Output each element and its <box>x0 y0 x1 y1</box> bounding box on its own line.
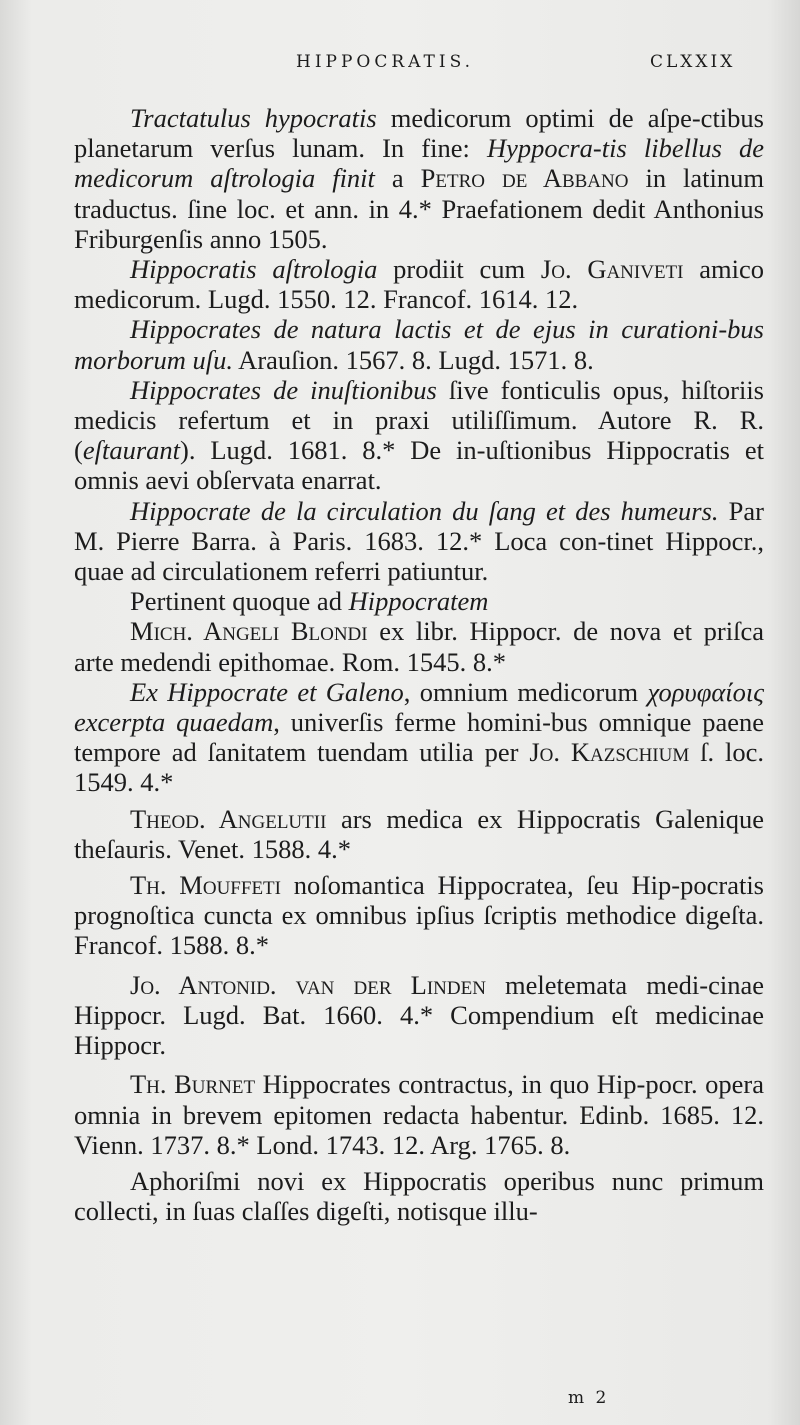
entry-text: Par M. Pierre Barra. à Paris. 1683. 12.* Loca con-tinet Hippocr., quae ad circulationem referri patiuntur. <box>74 495 765 587</box>
entry-text: noſomantica Hippocratea, ſeu Hip-pocratis prognoſtica cuncta ex omnibus ipſius ſcriptis methodice digeſta. Francof. 1588. 8.* <box>74 870 764 961</box>
entry-text: ars medica ex Hippocratis Galenique theſauris. Venet. 1588. 4.* <box>74 803 764 864</box>
entry-title: Hippocratem <box>348 586 489 617</box>
entry-text: medicorum optimi de aſpe-ctibus planetarum verſus lunam. In fine: <box>74 103 764 164</box>
entry-title: Ex Hippocrate et Galeno <box>130 676 404 707</box>
author-name: Theod. Angelutii <box>130 803 327 834</box>
entry-text: , omnium medicorum <box>403 676 648 707</box>
entry-mouffeti <box>74 870 764 961</box>
entry-pertinent <box>74 586 764 616</box>
body-text <box>74 103 764 1226</box>
entry-text: , univerſis ferme homini-bus omnique paene tempore ad ſanitatem tuendam utilia per <box>74 707 764 768</box>
entry-text: ). Lugd. 1681. 8.* De in-uſtionibus Hippocratis et omnis aevi obſervata enarrat. <box>74 435 764 496</box>
entry-linden <box>74 970 764 1061</box>
entry-angelutii <box>74 804 764 864</box>
entry-text: Hippocrates contractus, in quo Hip-pocr. opera omnia in brevem epitomen redacta habentur. Edinb. 1685. 12. Vienn. 1737. 8.* Lond. 1743. 12. Arg. 1765. 8. <box>74 1069 764 1160</box>
entry-title: Hippocrates de inuſtionibus <box>130 374 437 405</box>
entry-text: Arauſion. 1567. 8. Lugd. 1571. 8. <box>233 344 594 375</box>
running-title: HIPPOCRATIS. <box>296 52 475 72</box>
author-name: Mich. Angeli Blondi <box>130 616 368 647</box>
author-name: Petro de Abbano <box>420 163 629 194</box>
entry-title: Hippocratis aſtrologia <box>130 254 378 285</box>
entry-burnet <box>74 1069 764 1160</box>
entry-title: Hippocrate de la circulation du ſang et des humeurs. <box>130 495 719 526</box>
entry-text: in latinum traductus. ſine loc. et ann. in 4.* Praefationem dedit Anthonius Friburgenſis anno 1505. <box>74 163 765 254</box>
entry-inustionibus <box>74 375 764 496</box>
entry-natura-lactis <box>74 314 764 374</box>
entry-astrologia <box>74 254 764 314</box>
entry-title: Hippocrates de natura lactis et de ejus in curationi-bus morborum uſu. <box>74 314 764 375</box>
entry-text: ſ. loc. 1549. 4.* <box>74 737 764 798</box>
entry-text: Aphoriſmi novi ex Hippocratis operibus nunc primum collecti, in ſuas claſſes digeſti, notisque illu- <box>74 1165 764 1227</box>
author-name: Jo. Ganiveti <box>540 254 684 285</box>
author-name: Th. Mouffeti <box>130 870 281 901</box>
signature-mark: m 2 <box>568 1388 610 1408</box>
entry-text: ſive fonticulis opus, hiſtoriis medicis refertum et in praxi utiliſſimum. Autore R. R. ( <box>74 374 764 466</box>
author-name: Jo. Antonid. van der Linden <box>130 969 486 1000</box>
entry-text: ex libr. Hippocr. de nova et priſca arte medendi epithomae. Rom. 1545. 8.* <box>74 616 764 677</box>
entry-tractatulus <box>74 103 764 254</box>
entry-text: Pertinent quoque ad <box>130 586 349 617</box>
entry-title: Tractatulus hypocratis <box>130 103 377 133</box>
entry-text: prodiit cum <box>377 254 541 285</box>
entry-aphorismi <box>74 1166 764 1226</box>
entry-text: meletemata medi-cinae Hippocr. Lugd. Bat. 1660. 4.* Compendium eſt medicinae Hippocr. <box>74 969 764 1061</box>
entry-text: amico medicorum. Lugd. 1550. 12. Francof. 1614. 12. <box>74 254 764 315</box>
entry-galeno <box>74 677 764 798</box>
entry-blondi <box>74 616 764 676</box>
page-number: CLXXIX <box>650 52 736 72</box>
entry-circulation <box>74 496 764 587</box>
entry-text: a <box>374 163 421 194</box>
page-header <box>0 52 800 82</box>
entry-gloss: eſtaurant <box>82 435 180 466</box>
entry-title-greek: χορυφαίοις excerpta quaedam <box>74 676 764 738</box>
author-name: Th. Burnet <box>130 1069 256 1100</box>
author-name: Jo. Kazschium <box>529 737 690 768</box>
entry-title-colophon: Hyppocra-tis libellus de medicorum aſtrologia finit <box>74 133 764 194</box>
